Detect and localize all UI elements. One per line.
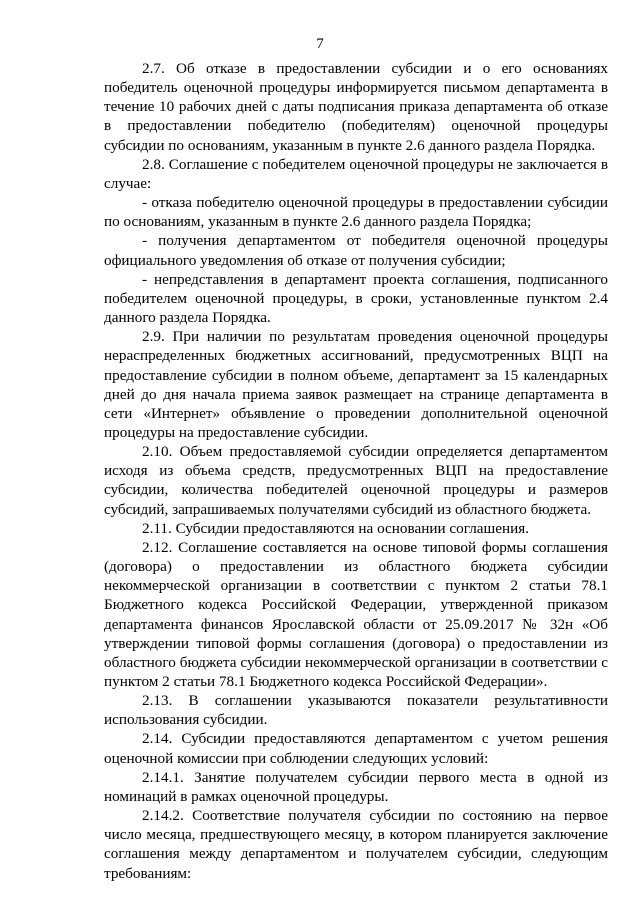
list-item-non-submission: - непредставления в департамент проекта соглашения, подписанного победителем оценочной процедуры, в сроки, установленные пунктом 2.4 данного раздела Порядка. [104, 270, 608, 327]
paragraph-2-14: 2.14. Субсидии предоставляются департаментом с учетом решения оценочной комиссии при соблюдении следующих условий: [104, 730, 608, 767]
paragraph-2-10: 2.10. Объем предоставляемой субсидии определяется департаментом исходя из объема средств, предусмотренных ВЦП на предоставление субсидии, количества победителей оценочной процедуры и размеров субсидий, запрашиваемых получателями субсидий из областного бюджета. [104, 443, 608, 518]
page-number: 7 [316, 36, 324, 52]
list-item-refusal: - отказа победителю оценочной процедуры в предоставлении субсидии по основаниям, указанным в пункте 2.6 данного раздела Порядка; [104, 194, 608, 231]
paragraph-2-8: 2.8. Соглашение с победителем оценочной процедуры не заключается в случае: [104, 155, 608, 192]
paragraph-2-12: 2.12. Соглашение составляется на основе типовой формы соглашения (договора) о предоставлении из областного бюджета субсидии некоммерческой организации в соответствии с пунктом 2 статьи 78.1 Бюджетного кодекса Российской Федерации, утвержденной приказом департамента финансов Ярославской области от 25.09.2017 № 32н «Об утверждении типовой формы соглашения (договора) о предоставлении из областного бюджета субсидии некоммерческой организации в соответствии с пунктом 2 статьи 78.1 Бюджетного кодекса Российской Федерации». [104, 538, 608, 690]
paragraph-2-7: 2.7. Об отказе в предоставлении субсидии и о его основаниях победитель оценочной процедуры информируется письмом департамента в течение 10 рабочих дней с даты подписания приказа департамента об отказе в предоставлении победителю (победителям) оценочной процедуры субсидии по основаниям, указанным в пункте 2.6 данного раздела Порядка. [104, 60, 608, 154]
paragraph-2-14-2: 2.14.2. Соответствие получателя субсидии по состоянию на первое число месяца, предшествующего месяцу, в котором планируется заключение соглашения между департаментом и получателем субсидии, следующим требованиям: [104, 807, 608, 882]
paragraph-2-14-1: 2.14.1. Занятие получателем субсидии первого места в одной из номинаций в рамках оценочной процедуры. [104, 768, 608, 805]
list-item-notification: - получения департаментом от победителя оценочной процедуры официального уведомления об отказе от получения субсидии; [104, 232, 608, 269]
paragraph-2-13: 2.13. В соглашении указываются показатели результативности использования субсидии. [104, 692, 608, 729]
paragraph-2-11: 2.11. Субсидии предоставляются на основании соглашения. [142, 519, 529, 537]
document-body [104, 59, 608, 883]
paragraph-2-9: 2.9. При наличии по результатам проведения оценочной процедуры нераспределенных бюджетных ассигнований, предусмотренных ВЦП на предоставление субсидии в полном объеме, департамент за 15 календарных дней до дня начала приема заявок размещает на странице департамента в сети «Интернет» объявление о проведении дополнительной оценочной процедуры на предоставление субсидии. [104, 328, 608, 441]
